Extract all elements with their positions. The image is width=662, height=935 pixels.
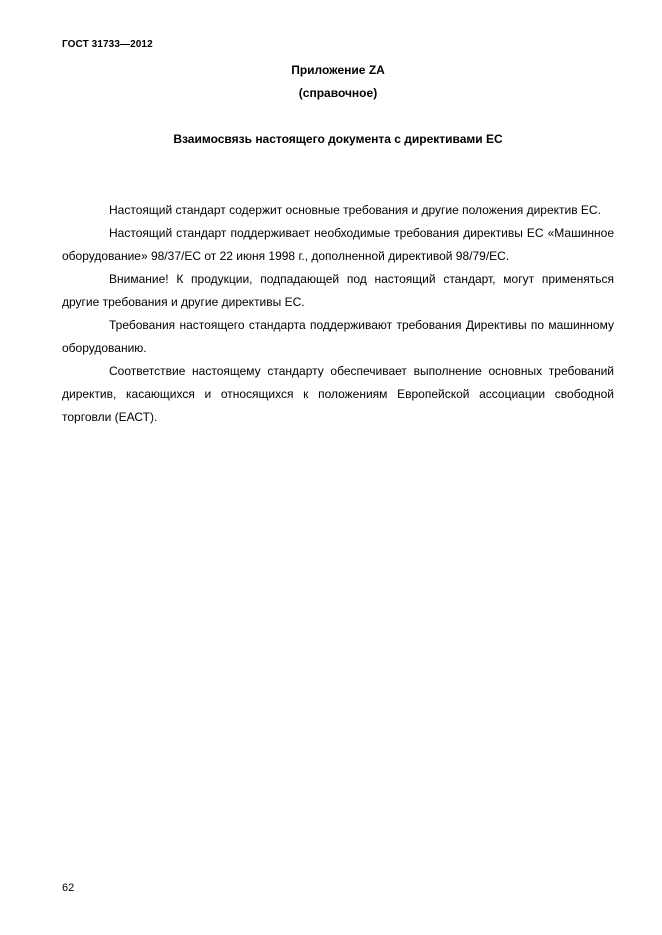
section-title: Взаимосвязь настоящего документа с директивами ЕС <box>173 132 503 146</box>
paragraph: Внимание! К продукции, подпадающей под настоящий стандарт, могут применяться другие требования и другие директивы ЕС. <box>62 272 614 309</box>
appendix-title: Приложение ZA <box>291 63 385 77</box>
paragraph: Требования настоящего стандарта поддерживают требования Директивы по машинному оборудованию. <box>62 318 614 355</box>
paragraph: Соответствие настоящему стандарту обеспечивает выполнение основных требований директив, касающихся и относящихся к положениям Европейской ассоциации свободной торговли (ЕАСТ). <box>62 364 614 424</box>
paragraph: Настоящий стандарт поддерживает необходимые требования директивы ЕС «Машинное оборудование» 98/37/ЕС от 22 июня 1998 г., дополненной директивой 98/79/ЕС. <box>62 226 614 263</box>
appendix-subtitle: (справочное) <box>298 86 378 100</box>
standard-header: ГОСТ 31733—2012 <box>62 39 153 50</box>
page-number: 62 <box>62 882 75 894</box>
paragraph: Настоящий стандарт содержит основные требования и другие положения директив ЕС. <box>109 203 601 217</box>
body-text <box>62 199 614 429</box>
